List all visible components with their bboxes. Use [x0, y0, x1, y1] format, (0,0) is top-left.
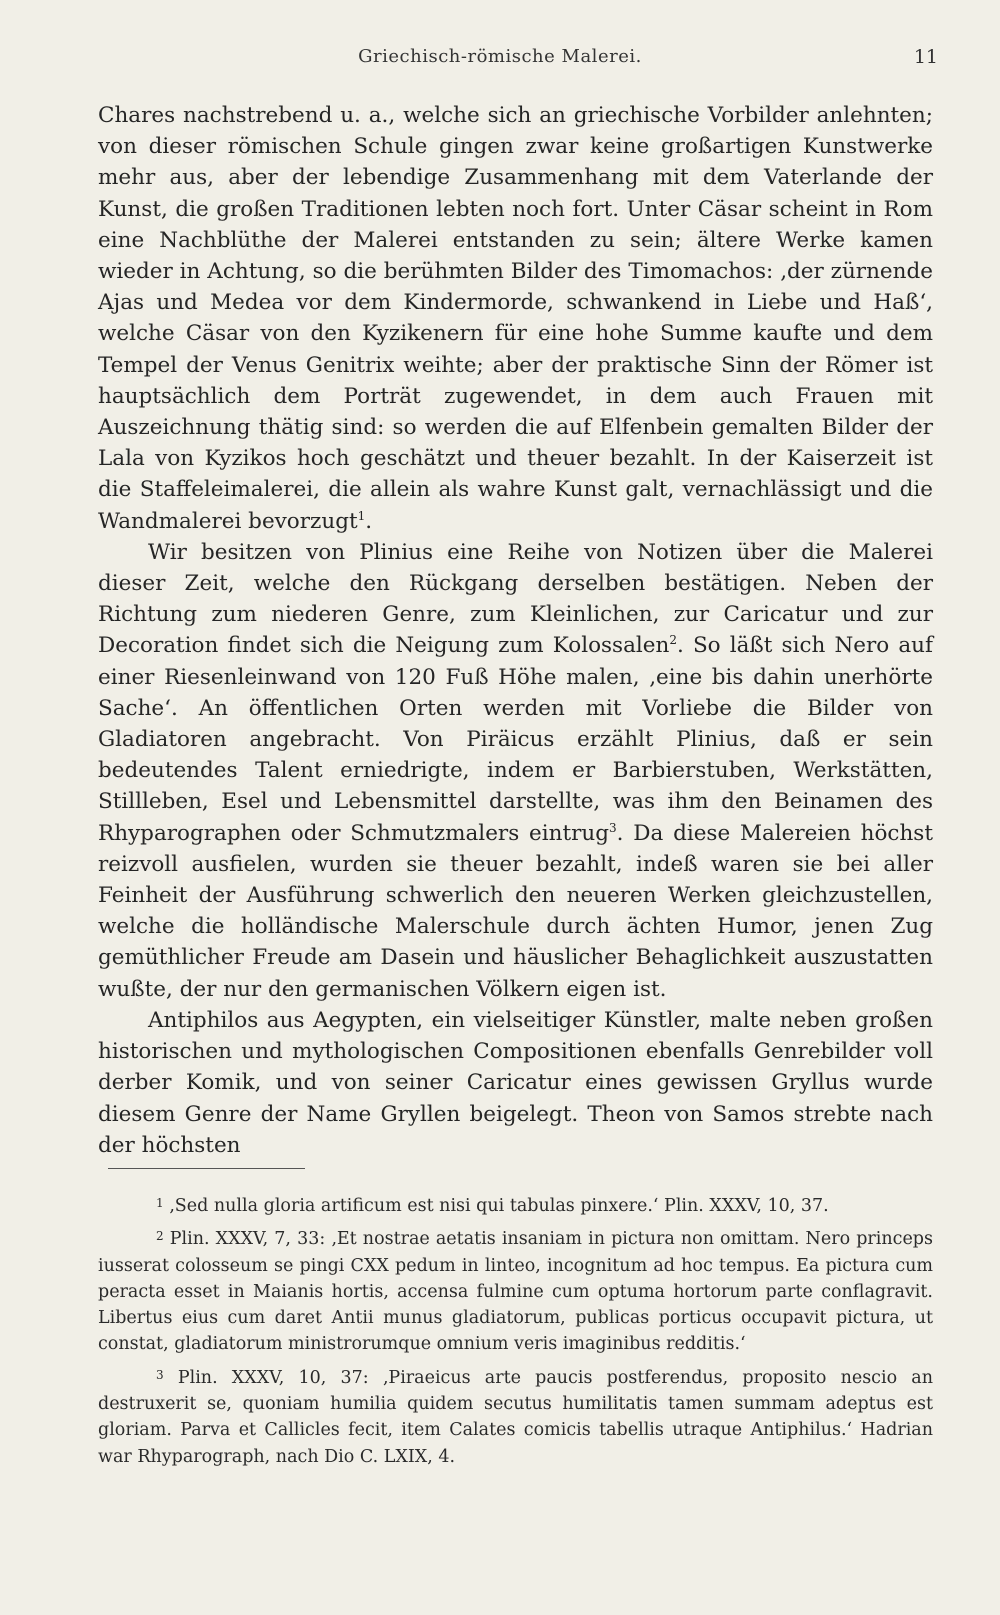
footnotes: [98, 1190, 933, 1474]
text-segment: Chares nachstrebend u. a., welche sich an griechische Vorbilder anlehnten; von dieser römischen Schule gingen zwar keine großartigen Kunstwerke mehr aus, aber der lebendige Zusammenhang mit dem Vaterlande der Kunst, die großen Traditionen lebten noch fort. Unter Cäsar scheint in Rom eine Nachblüthe der Malerei entstanden zu sein; ältere Werke kamen wieder in Achtung, so die berühmten Bilder des Timomachos: ‚der zürnende Ajas und Medea vor dem Kindermorde, schwankend in Liebe und Haß‘, welche Cäsar von den Kyzikenern für eine hohe Summe kaufte und dem Tempel der Venus Genitrix weihte; aber der praktische Sinn der Römer ist hauptsächlich dem Porträt zugewendet, in dem auch Frauen mit Auszeichnung thätig sind: so werden die auf Elfenbein gemalten Bilder der Lala von Kyzikos hoch geschätzt und theuer bezahlt. In der Kaiserzeit ist die Staffeleimalerei, die allein als wahre Kunst galt, vernachlässigt und die Wandmalerei bevorzugt: [98, 103, 933, 534]
main-text: [98, 100, 933, 1161]
footnote-text: Plin. XXXV, 10, 37: ‚Piraeicus arte paucis postferendus, proposito nescio an destruxerit se, quoniam humilia quidem secutus humilitatis tamen summam adeptus est gloriam. Parva et Callicles fecit, item Calates comicis tabellis utraque Antiphilus.‘ Hadrian war Rhyparograph, nach Dio C. LXIX, 4.: [98, 1367, 933, 1467]
footnote-marker: 2: [156, 1229, 164, 1244]
page-number: 11: [913, 46, 938, 68]
footnote-divider: [108, 1168, 305, 1169]
text-segment: Wir besitzen von Plinius eine Reihe von Notizen über die Malerei dieser Zeit, welche den Rückgang derselben bestätigen. Neben der Richtung zum niederen Genre, zum Kleinlichen, zur Caricatur und zur Decoration findet sich die Neigung zum Kolossalen: [98, 539, 933, 659]
footnote-reference: 1: [357, 508, 366, 523]
footnote-marker: 1: [156, 1196, 164, 1210]
text-segment: .: [365, 508, 373, 534]
paragraph: [98, 100, 933, 537]
paragraph: [98, 1005, 933, 1161]
text-segment: Antiphilos aus Aegypten, ein vielseitiger Künstler, malte neben großen historischen und mythologischen Compositionen ebenfalls Genrebilder voll derber Komik, und von seiner Caricatur eines gewissen Gryllus wurde diesem Genre der Name Gryllen beigelegt. Theon von Samos strebte nach der höchsten: [98, 1007, 933, 1158]
running-head: Griechisch-römische Malerei.: [358, 46, 642, 67]
footnote-text: Plin. XXXV, 7, 33: ‚Et nostrae aetatis insaniam in pictura non omittam. Nero princeps iusserat colosseum se pingi CXX pedum in linteo, incognitum ad hoc tempus. Ea pictura cum peracta esset in Maianis hortis, accensa fulmine cum optuma hortorum parte conflagravit. Libertus eius cum daret Antii munus gladiatorum, publicas porticus occupavit pictura, ut constat, gladiatorum ministrorumque omnium veris imaginibus redditis.‘: [98, 1229, 933, 1355]
footnote-reference: 2: [669, 633, 677, 648]
footnote: [98, 1223, 933, 1357]
text-segment: . So läßt sich Nero auf einer Riesenleinwand von 120 Fuß Höhe malen, ‚eine bis dahin unerhörte Sache‘. An öffentlichen Orten werden mit Vorliebe die Bilder von Gladiatoren angebracht. Von Piräicus erzählt Plinius, daß er sein bedeutendes Talent erniedrigte, indem er Barbierstuben, Werkstätten, Stillleben, Esel und Lebensmittel darstellte, was ihm den Beinamen des Rhyparographen oder Schmutzmalers eintrug: [98, 633, 933, 846]
footnote-reference: 3: [608, 820, 617, 835]
footnote: [98, 1190, 933, 1219]
footnote-text: ‚Sed nulla gloria artificum est nisi qui tabulas pinxere.‘ Plin. XXXV, 10, 37.: [169, 1196, 829, 1216]
paragraph: [98, 537, 933, 1005]
footnote: [98, 1362, 933, 1470]
text-segment: . Da diese Malereien höchst reizvoll ausfielen, wurden sie theuer bezahlt, indeß waren sie bei aller Feinheit der Ausführung schwerlich den neueren Werken gleichzustellen, welche die holländische Malerschule durch ächten Humor, jenen Zug gemüthlicher Freude am Dasein und häuslicher Behaglichkeit auszustatten wußte, der nur den germanischen Völkern eigen ist.: [98, 820, 933, 1002]
footnote-marker: 3: [156, 1367, 164, 1382]
